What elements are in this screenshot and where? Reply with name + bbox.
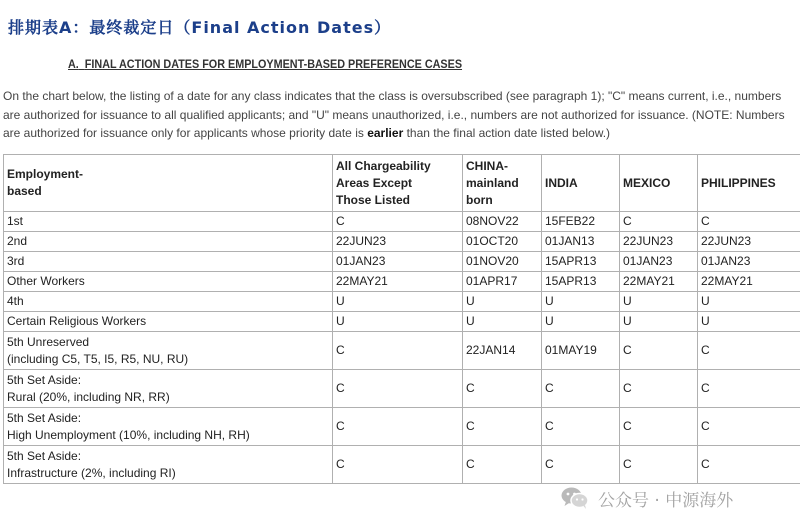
intro-text-end: than the final action date listed below.) <box>406 126 611 140</box>
table-row <box>4 292 800 312</box>
table-cell: 15APR13 <box>542 252 620 272</box>
table-cell: U <box>542 312 620 332</box>
column-header: INDIA <box>542 155 620 212</box>
intro-emphasis: earlier <box>367 126 404 140</box>
table-cell: C <box>620 332 698 370</box>
table-row <box>4 252 800 272</box>
table-row <box>4 332 800 370</box>
intro-paragraph <box>3 87 800 143</box>
row-label-cell: 5th Set Aside: High Unemployment (10%, including NH, RH) <box>4 408 333 446</box>
table-cell: C <box>620 408 698 446</box>
table-cell: U <box>333 312 463 332</box>
table-row <box>4 312 800 332</box>
table-cell: 22JAN14 <box>463 332 542 370</box>
table-cell: C <box>333 332 463 370</box>
table-cell: 22JUN23 <box>620 232 698 252</box>
wechat-icon <box>560 486 590 510</box>
row-label-cell: 5th Unreserved (including C5, T5, I5, R5, NU, RU) <box>4 332 333 370</box>
table-cell: C <box>542 370 620 408</box>
row-label-cell: Other Workers <box>4 272 333 292</box>
row-label-cell: 5th Set Aside: Rural (20%, including NR, RR) <box>4 370 333 408</box>
table-cell: 01NOV20 <box>463 252 542 272</box>
table-cell: C <box>333 212 463 232</box>
section-letter: A. <box>68 57 79 71</box>
column-header: All Chargeability Areas Except Those Listed <box>333 155 463 212</box>
table-cell: C <box>463 370 542 408</box>
table-cell: C <box>698 332 800 370</box>
table-cell: 22MAY21 <box>333 272 463 292</box>
row-label-cell: 3rd <box>4 252 333 272</box>
table-cell: C <box>698 370 800 408</box>
table-cell: 22JUN23 <box>698 232 800 252</box>
table-cell: C <box>698 408 800 446</box>
table-cell: 01JAN13 <box>542 232 620 252</box>
row-label-cell: 4th <box>4 292 333 312</box>
table-cell: C <box>542 446 620 484</box>
table-cell: C <box>620 212 698 232</box>
table-cell: 01OCT20 <box>463 232 542 252</box>
table-cell: U <box>463 292 542 312</box>
section-title: FINAL ACTION DATES FOR EMPLOYMENT-BASED PREFERENCE CASES <box>84 57 463 71</box>
table-row <box>4 370 800 408</box>
row-label-cell: Certain Religious Workers <box>4 312 333 332</box>
table-row <box>4 212 800 232</box>
table-cell: C <box>542 408 620 446</box>
section-heading <box>68 57 462 71</box>
table-cell: 01JAN23 <box>333 252 463 272</box>
table-cell: 01MAY19 <box>542 332 620 370</box>
table-cell: 22MAY21 <box>620 272 698 292</box>
watermark-text: 公众号 · 中源海外 <box>598 490 734 511</box>
table-cell: C <box>698 212 800 232</box>
table-cell: C <box>620 370 698 408</box>
table-cell: C <box>333 446 463 484</box>
table-cell: C <box>620 446 698 484</box>
table-row <box>4 232 800 252</box>
table-cell: C <box>463 446 542 484</box>
table-cell: C <box>333 370 463 408</box>
table-cell: 22MAY21 <box>698 272 800 292</box>
final-action-dates-table <box>3 154 800 484</box>
table-cell: U <box>620 312 698 332</box>
table-cell: C <box>698 446 800 484</box>
table-cell: U <box>620 292 698 312</box>
page-title: 排期表A：最终裁定日（Final Action Dates） <box>8 18 392 37</box>
table-row <box>4 272 800 292</box>
column-header: PHILIPPINES <box>698 155 800 212</box>
table-cell: 01APR17 <box>463 272 542 292</box>
table-cell: C <box>333 408 463 446</box>
table-cell: 22JUN23 <box>333 232 463 252</box>
column-header: CHINA- mainland born <box>463 155 542 212</box>
column-header: Employment- based <box>4 155 333 212</box>
table-cell: 15FEB22 <box>542 212 620 232</box>
table-cell: U <box>698 312 800 332</box>
row-label-cell: 2nd <box>4 232 333 252</box>
row-label-cell: 1st <box>4 212 333 232</box>
watermark <box>560 484 733 512</box>
table-cell: 01JAN23 <box>620 252 698 272</box>
table-cell: U <box>333 292 463 312</box>
table-cell: U <box>542 292 620 312</box>
table-cell: U <box>463 312 542 332</box>
table-cell: U <box>698 292 800 312</box>
table-row <box>4 408 800 446</box>
table-cell: 08NOV22 <box>463 212 542 232</box>
table-cell: C <box>463 408 542 446</box>
intro-text: On the chart below, the listing of a date for any class indicates that the class is oversubscribed (see paragraph 1); "C" means current, i.e., numbers are authorized for issuance to all qualified applicants; and "U" means unauthorized, i.e., numbers are not authorized for issuance. (NOTE: Numbers are authorized for issuance only for applicants whose priority date is <box>3 89 785 140</box>
column-header: MEXICO <box>620 155 698 212</box>
row-label-cell: 5th Set Aside: Infrastructure (2%, including RI) <box>4 446 333 484</box>
table-header-row <box>4 155 800 212</box>
table-cell: 15APR13 <box>542 272 620 292</box>
table-cell: 01JAN23 <box>698 252 800 272</box>
table-row <box>4 446 800 484</box>
